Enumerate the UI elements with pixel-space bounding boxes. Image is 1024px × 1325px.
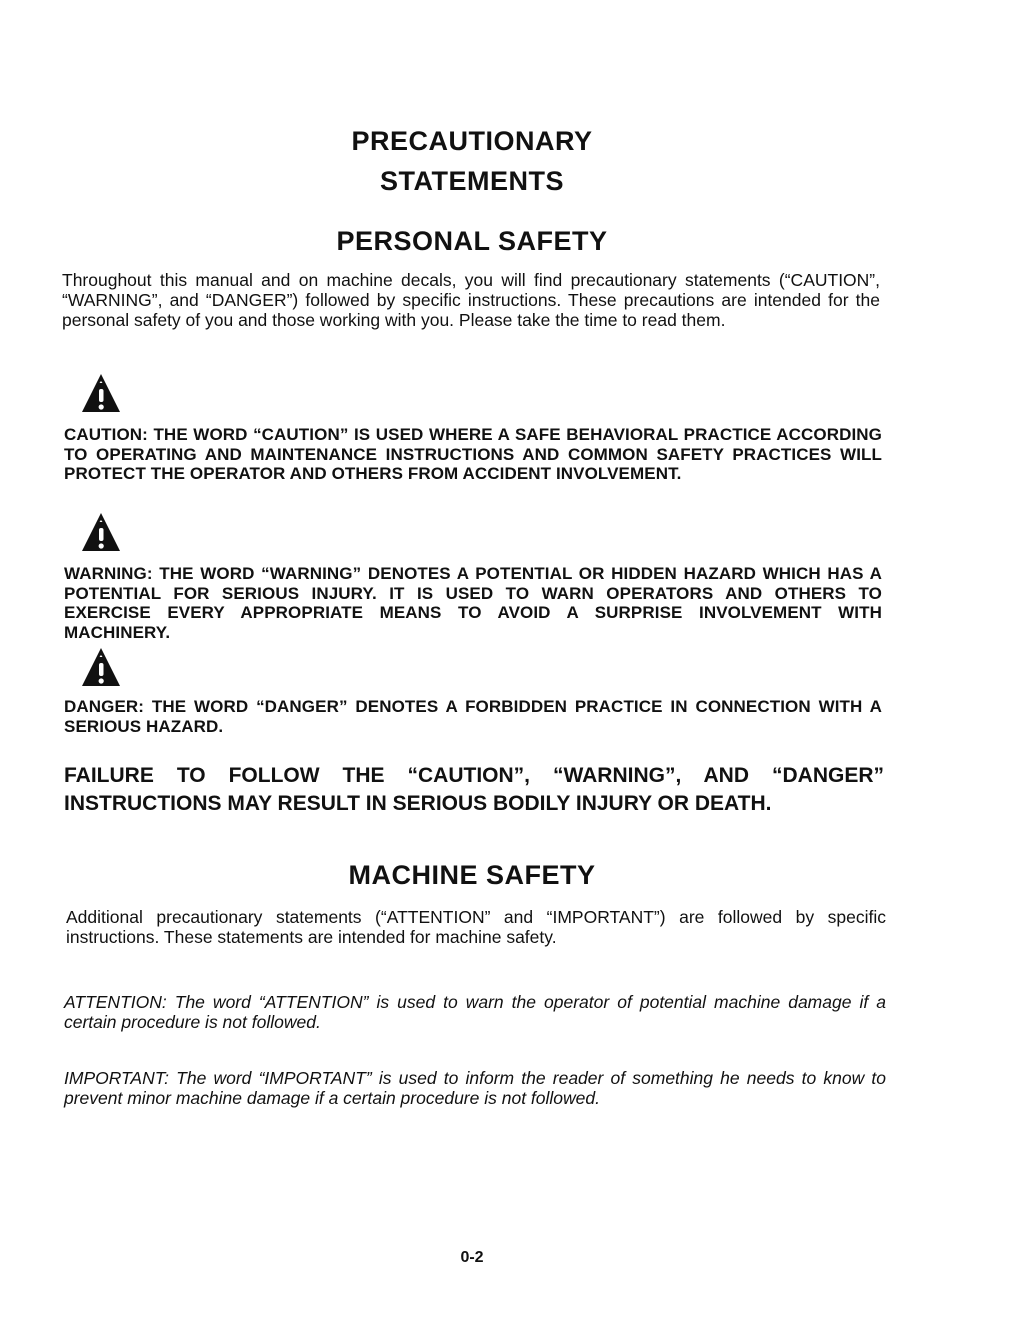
caution-statement: CAUTION: THE WORD “CAUTION” IS USED WHERE A SAFE BEHAVIORAL PRACTICE ACCORDING TO OPERATING AND MAINTENANCE INSTRUCTIONS AND COMMON SAFETY PRACTICES WILL PROTECT THE OPERATOR AND OTHERS FROM ACCIDENT INVOLVEMENT. (64, 425, 882, 483)
personal-safety-intro: Throughout this manual and on machine decals, you will find precautionary statements (“CAUTION”, “WARNING”, and “DANGER”) followed by specific instructions. These precautions are intended for the personal safety of you and those working with you. Please take the time to read them. (62, 270, 880, 330)
caution-warning-triangle-icon (80, 372, 122, 414)
page-title-line-1: PRECAUTIONARY (351, 126, 593, 156)
machine-safety-heading: MACHINE SAFETY (348, 860, 596, 890)
important-statement: IMPORTANT: The word “IMPORTANT” is used to inform the reader of something he needs to know to prevent minor machine damage if a certain procedure is not followed. (64, 1068, 886, 1108)
failure-notice: FAILURE TO FOLLOW THE “CAUTION”, “WARNING”, AND “DANGER” INSTRUCTIONS MAY RESULT IN SERIOUS BODILY INJURY OR DEATH. (64, 764, 884, 815)
personal-safety-heading: PERSONAL SAFETY (336, 226, 608, 256)
warning-statement: WARNING: THE WORD “WARNING” DENOTES A POTENTIAL OR HIDDEN HAZARD WHICH HAS A POTENTIAL FOR SERIOUS INJURY. IT IS USED TO WARN OPERATORS AND OTHERS TO EXERCISE EVERY APPROPRIATE MEANS TO AVOID A SURPRISE INVOLVEMENT WITH MACHINERY. (64, 564, 882, 642)
danger-statement: DANGER: THE WORD “DANGER” DENOTES A FORBIDDEN PRACTICE IN CONNECTION WITH A SERIOUS HAZARD. (64, 697, 882, 736)
warning-warning-triangle-icon (80, 511, 122, 553)
attention-statement: ATTENTION: The word “ATTENTION” is used to warn the operator of potential machine damage if a certain procedure is not followed. (64, 992, 886, 1032)
danger-warning-triangle-icon (80, 646, 122, 688)
page-title-line-2: STATEMENTS (380, 166, 564, 196)
machine-safety-intro: Additional precautionary statements (“ATTENTION” and “IMPORTANT”) are followed by specific instructions. These statements are intended for machine safety. (66, 907, 886, 947)
page-number: 0-2 (460, 1249, 484, 1266)
